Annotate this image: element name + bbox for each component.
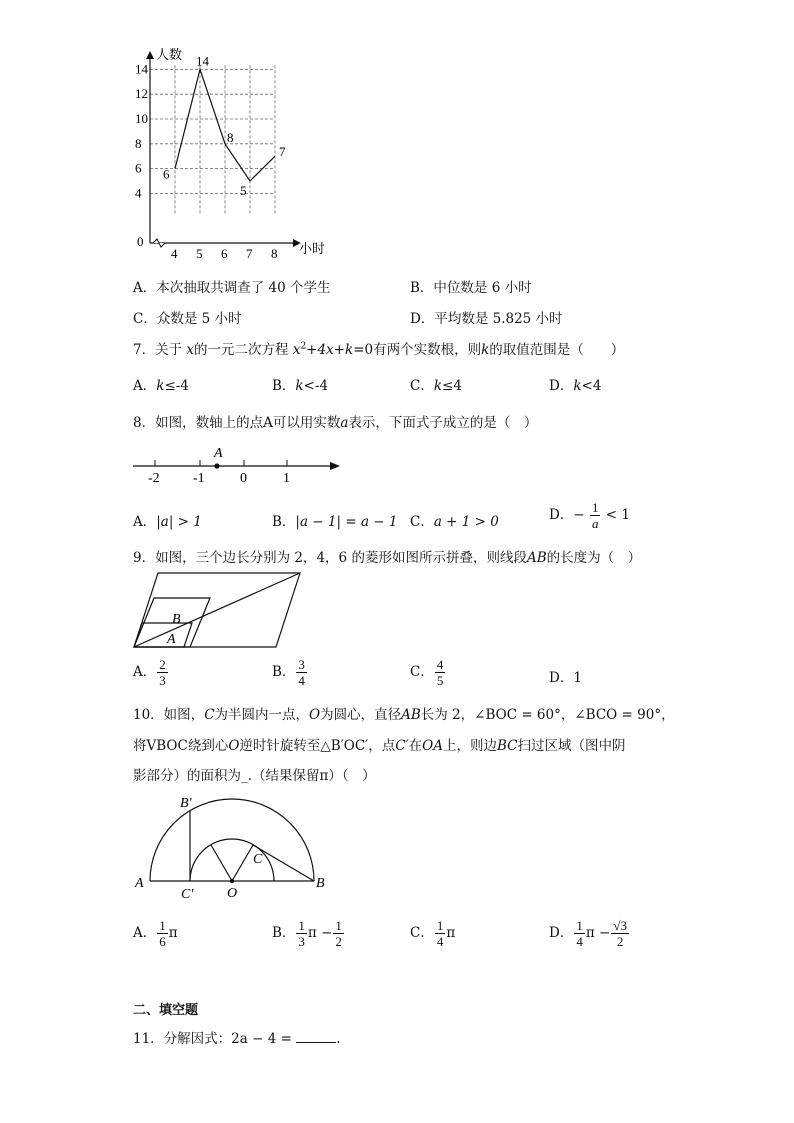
q6-option-b: B．中位数是 6 小时 [410,280,532,296]
data-label: 14 [196,53,209,69]
q6-option-d: D．平均数是 5.825 小时 [410,311,563,327]
large-arc [150,799,314,881]
q8-option-b: B．|a − 1| = a − 1 [272,514,398,530]
q7-stem: 7．关于 x的一元二次方程 $x^2+4x+k=0$有两个实数根，则k的取值范围是（ ） [133,341,625,358]
q6-option-c: C．众数是 5 小时 [133,311,242,327]
q8-stem: 8．如图，数轴上的点A可以用实数a表示，下面式子成立的是（ ） [133,415,538,431]
q9-option-c: C． $\frac{4}{5}$ [410,657,444,688]
chart-grid [150,65,275,213]
y-tick-label: 4 [135,185,142,201]
label-a: A [167,632,176,647]
q10-option-d: D． $\frac{1}{4}$ π − $\frac{√3}{2}$ [549,918,627,949]
q10-line-2: 将VBOC绕到心O逆时针旋转至△B′OC′，点C′在OA上，则边BC扫过区域（图中阴 [133,738,626,754]
x-tick-label: 5 [196,246,203,261]
rhombus-figure [128,568,328,653]
y-tick-label: 14 [135,61,148,77]
point-a [214,463,219,468]
q7-option-d: D．k<4 [549,378,602,394]
x-tick-label: 6 [221,246,228,261]
y-tick-label: 6 [135,160,142,176]
q9-stem: 9．如图，三个边长分别为 2，4，6 的菱形如图所示拼叠，则线段AB的长度为（ ） [133,550,642,566]
section-title: 二、填空题 [133,1003,199,1018]
q11-stem: 11．分解因式：2a − 4 = . [133,1031,341,1047]
segment-o-c-rotated [211,845,232,881]
y-axis-label: 人数 [156,47,183,62]
q7-option-a: A．k≤-4 [133,378,189,394]
q7-option-b: B．k<-4 [272,378,329,394]
q6-option-a: A．本次抽取共调查了 40 个学生 [133,280,331,296]
origin-label: 0 [137,234,144,249]
q8-option-d: D．− $\frac{1}{a}$ < 1 [549,500,630,531]
x-tick-label: 7 [246,246,253,261]
data-label: 7 [279,144,286,160]
x-axis-label: 小时 [299,241,326,256]
q10-line-1: 10．如图，C为半圆内一点，O为圆心，直径AB长为 2，∠BOC = 60°，∠BCO = 90°， [133,707,675,723]
data-label: 8 [227,129,234,145]
chart-axes [146,51,301,247]
q9-option-d: D．1 [549,670,582,686]
number-line [128,440,348,485]
q10-option-c: C． $\frac{1}{4}$ π [410,918,456,949]
tick-label: 1 [283,471,290,486]
x-tick-label: 8 [271,246,278,261]
x-tick-label: 4 [171,246,178,261]
center-point [230,879,234,883]
point-a-label: A [214,446,223,461]
label-b: B [172,612,181,627]
segment-o-c [232,845,253,881]
y-tick-label: 8 [135,135,142,151]
q8-option-c: C．a + 1 > 0 [410,514,499,530]
y-tick-label: 12 [135,86,148,102]
answer-blank [296,1030,336,1043]
label-b: B [316,876,325,891]
tick-label: -1 [193,471,205,486]
label-o: O [227,886,238,901]
semicircle-figure [128,790,338,900]
chart-labels [163,53,286,198]
label-a: A [135,876,144,891]
chart-ticks [135,47,325,261]
data-label: 5 [240,183,247,198]
diagonal-line [134,573,300,647]
y-tick-label: 10 [135,111,148,126]
label-b-prime: B′ [180,796,192,811]
label-c: C [253,852,263,867]
q7-option-c: C．k≤4 [410,378,462,394]
y-axis-arrow [146,51,154,59]
axis-break [153,239,165,247]
q10-line-3: 影部分）的面积为_.（结果保留π）（ ） [133,768,376,784]
tick-label: -2 [148,471,160,486]
q8-option-a: A．|a| > 1 [133,514,202,530]
tick-label: 0 [240,471,247,486]
data-label: 6 [163,166,170,182]
q10-option-a: A． $\frac{1}{6}$ π [133,918,178,949]
label-c-prime: C′ [181,887,194,902]
line-chart [120,47,326,270]
q9-option-a: A． $\frac{2}{3}$ [133,657,166,688]
q10-option-b: B． $\frac{1}{3}$ π − $\frac{1}{2}$ [272,918,342,949]
q9-option-b: B． $\frac{3}{4}$ [272,657,305,688]
